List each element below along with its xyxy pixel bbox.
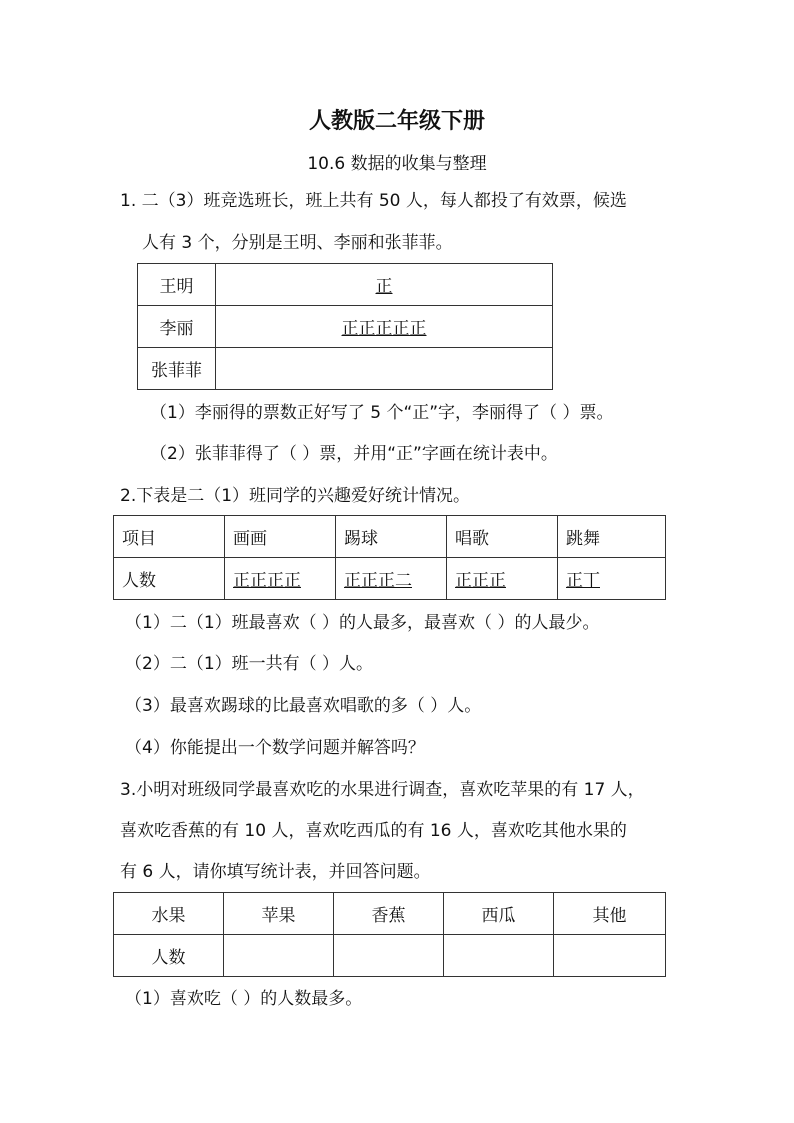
tally-cell[interactable] <box>216 348 553 390</box>
q3-text-line-3: 有 6 人，请你填写统计表，并回答问题。 <box>120 862 431 882</box>
header-cell: 跳舞 <box>558 516 666 558</box>
table-row <box>138 348 553 390</box>
tally-marks: 正正正正 <box>233 571 301 591</box>
table-row <box>114 558 666 600</box>
tally-marks: 正 <box>375 277 393 297</box>
q2-intro: 2.下表是二（1）班同学的兴趣爱好统计情况。 <box>120 486 471 506</box>
table-row <box>114 893 666 935</box>
table-row <box>114 516 666 558</box>
q3-subquestion-1: （1）喜欢吃（ ）的人数最多。 <box>125 989 363 1009</box>
tally-cell <box>216 264 553 306</box>
q1-text-line-2: 人有 3 个，分别是王明、李丽和张菲菲。 <box>142 233 453 253</box>
tally-marks: 正正正正正 <box>341 319 427 339</box>
q2-subquestion-3: （3）最喜欢踢球的比最喜欢唱歌的多（ ）人。 <box>125 696 482 716</box>
q3-text-line-1: 3.小明对班级同学最喜欢吃的水果进行调查，喜欢吃苹果的有 17 人， <box>120 780 645 800</box>
tally-marks: 正正正 <box>455 571 506 591</box>
header-cell: 项目 <box>114 516 225 558</box>
header-cell: 其他 <box>554 893 666 935</box>
page-title: 人教版二年级下册 <box>308 109 485 134</box>
tally-cell <box>225 558 336 600</box>
q1-vote-table <box>137 263 553 390</box>
candidate-name-cell: 李丽 <box>138 306 216 348</box>
answer-cell[interactable] <box>444 935 554 977</box>
q3-text-line-2: 喜欢吃香蕉的有 10 人，喜欢吃西瓜的有 16 人，喜欢吃其他水果的 <box>120 821 627 841</box>
tally-cell <box>336 558 447 600</box>
q3-fruit-table <box>113 892 666 977</box>
q2-subquestion-2: （2）二（1）班一共有（ ）人。 <box>125 654 374 674</box>
header-cell: 香蕉 <box>334 893 444 935</box>
header-cell: 画画 <box>225 516 336 558</box>
q2-hobby-table <box>113 515 666 600</box>
tally-cell <box>216 306 553 348</box>
table-row <box>138 264 553 306</box>
tally-marks: 正正正二 <box>344 571 412 591</box>
header-cell: 唱歌 <box>447 516 558 558</box>
row-label-cell: 人数 <box>114 935 224 977</box>
q1-subquestion-1: （1）李丽得的票数正好写了 5 个“正”字，李丽得了（ ）票。 <box>150 403 614 423</box>
table-row <box>138 306 553 348</box>
q2-subquestion-1: （1）二（1）班最喜欢（ ）的人最多，最喜欢（ ）的人最少。 <box>125 613 600 633</box>
q1-text-line-1: 1. 二（3）班竞选班长，班上共有 50 人，每人都投了有效票，候选 <box>120 191 627 211</box>
answer-cell[interactable] <box>224 935 334 977</box>
tally-cell <box>447 558 558 600</box>
header-cell: 水果 <box>114 893 224 935</box>
header-cell: 踢球 <box>336 516 447 558</box>
answer-cell[interactable] <box>334 935 444 977</box>
table-row <box>114 935 666 977</box>
header-cell: 苹果 <box>224 893 334 935</box>
section-subtitle: 10.6 数据的收集与整理 <box>307 154 487 174</box>
q1-subquestion-2: （2）张菲菲得了（ ）票，并用“正”字画在统计表中。 <box>150 444 558 464</box>
row-label-cell: 人数 <box>114 558 225 600</box>
candidate-name-cell: 张菲菲 <box>138 348 216 390</box>
candidate-name-cell: 王明 <box>138 264 216 306</box>
tally-cell <box>558 558 666 600</box>
answer-cell[interactable] <box>554 935 666 977</box>
q2-subquestion-4: （4）你能提出一个数学问题并解答吗？ <box>125 738 425 758</box>
tally-marks: 正丅 <box>566 571 600 591</box>
header-cell: 西瓜 <box>444 893 554 935</box>
